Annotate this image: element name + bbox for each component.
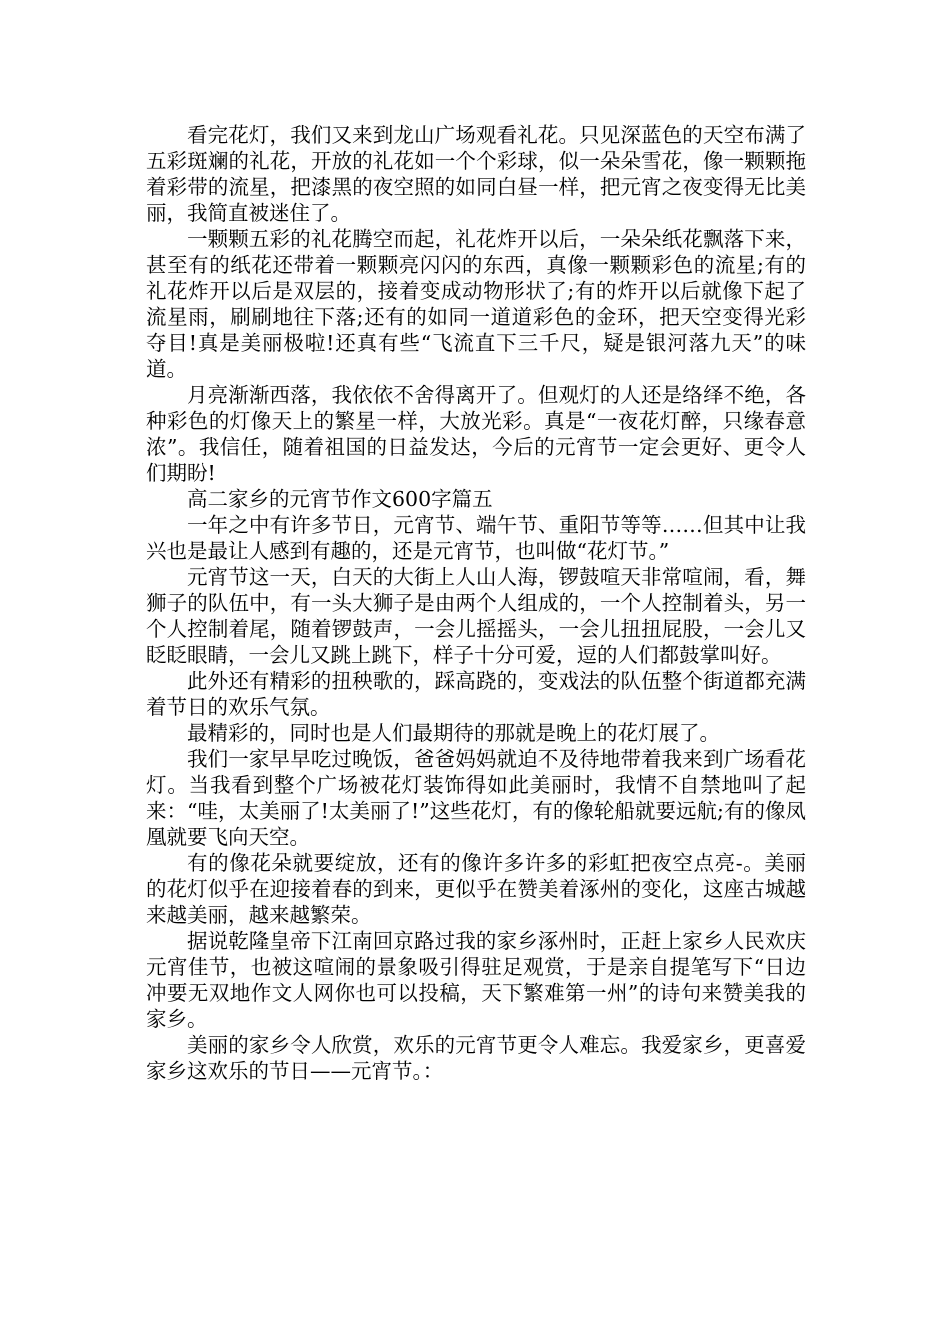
paragraph: 最精彩的，同时也是人们最期待的那就是晚上的花灯展了。 <box>187 721 720 745</box>
paragraph: 据说乾隆皇帝下江南回京路过我的家乡涿州时，正赶上家乡人民欢庆元宵佳节，也被这喧闹的景象吸引得驻足观赏，于是亲自提笔写下“日边冲要无双地作文人网你也可以投稿，天下繁难第一州”的诗句来赞美我的家乡。 <box>146 929 806 1031</box>
paragraph: 一年之中有许多节日，元宵节、端午节、重阳节等等……但其中让我兴也是最让人感到有趣的，还是元宵节，也叫做“花灯节。” <box>146 513 806 563</box>
paragraph: 看完花灯，我们又来到龙山广场观看礼花。只见深蓝色的天空布满了五彩斑斓的礼花，开放的礼花如一个个彩球，似一朵朵雪花，像一颗颗拖着彩带的流星，把漆黑的夜空照的如同白昼一样，把元宵之夜变得无比美丽，我简直被迷住了。 <box>146 123 806 225</box>
paragraph: 我们一家早早吃过晚饭，爸爸妈妈就迫不及待地带着我来到广场看花灯。当我看到整个广场被花灯装饰得如此美丽时，我情不自禁地叫了起来：“哇，太美丽了!太美丽了!”这些花灯，有的像轮船就要远航;有的像凤凰就要飞向天空。 <box>146 747 806 849</box>
section-heading: 高二家乡的元宵节作文600字篇五 <box>187 487 493 511</box>
document-body <box>146 122 806 1084</box>
paragraph: 美丽的家乡令人欣赏，欢乐的元宵节更令人难忘。我爱家乡，更喜爱家乡这欢乐的节日——元宵节。： <box>146 1033 806 1083</box>
paragraph: 一颗颗五彩的礼花腾空而起，礼花炸开以后，一朵朵纸花飘落下来，甚至有的纸花还带着一颗颗亮闪闪的东西，真像一颗颗彩色的流星;有的礼花炸开以后是双层的，接着变成动物形状了;有的炸开以后就像下起了流星雨，刷刷地往下落;还有的如同一道道彩色的金环，把天空变得光彩夺目!真是美丽极啦!还真有些“飞流直下三千尺，疑是银河落九天”的味道。 <box>146 227 806 381</box>
paragraph: 元宵节这一天，白天的大街上人山人海，锣鼓喧天非常喧闹，看，舞狮子的队伍中，有一头大狮子是由两个人组成的，一个人控制着头，另一个人控制着尾，随着锣鼓声，一会儿摇摇头，一会儿扭扭屁股，一会儿又眨眨眼睛，一会儿又跳上跳下，样子十分可爱，逗的人们都鼓掌叫好。 <box>146 565 806 667</box>
paragraph: 此外还有精彩的扭秧歌的，踩高跷的，变戏法的队伍整个街道都充满着节日的欢乐气氛。 <box>146 669 806 719</box>
paragraph: 有的像花朵就要绽放，还有的像许多许多的彩虹把夜空点亮-。美丽的花灯似乎在迎接着春的到来，更似乎在赞美着涿州的变化，这座古城越来越美丽，越来越繁荣。 <box>146 851 806 927</box>
paragraph: 月亮渐渐西落，我依依不舍得离开了。但观灯的人还是络绎不绝，各种彩色的灯像天上的繁星一样，大放光彩。真是“一夜花灯醉，只缘春意浓”。我信任，随着祖国的日益发达，今后的元宵节一定会更好、更令人们期盼! <box>146 383 806 485</box>
